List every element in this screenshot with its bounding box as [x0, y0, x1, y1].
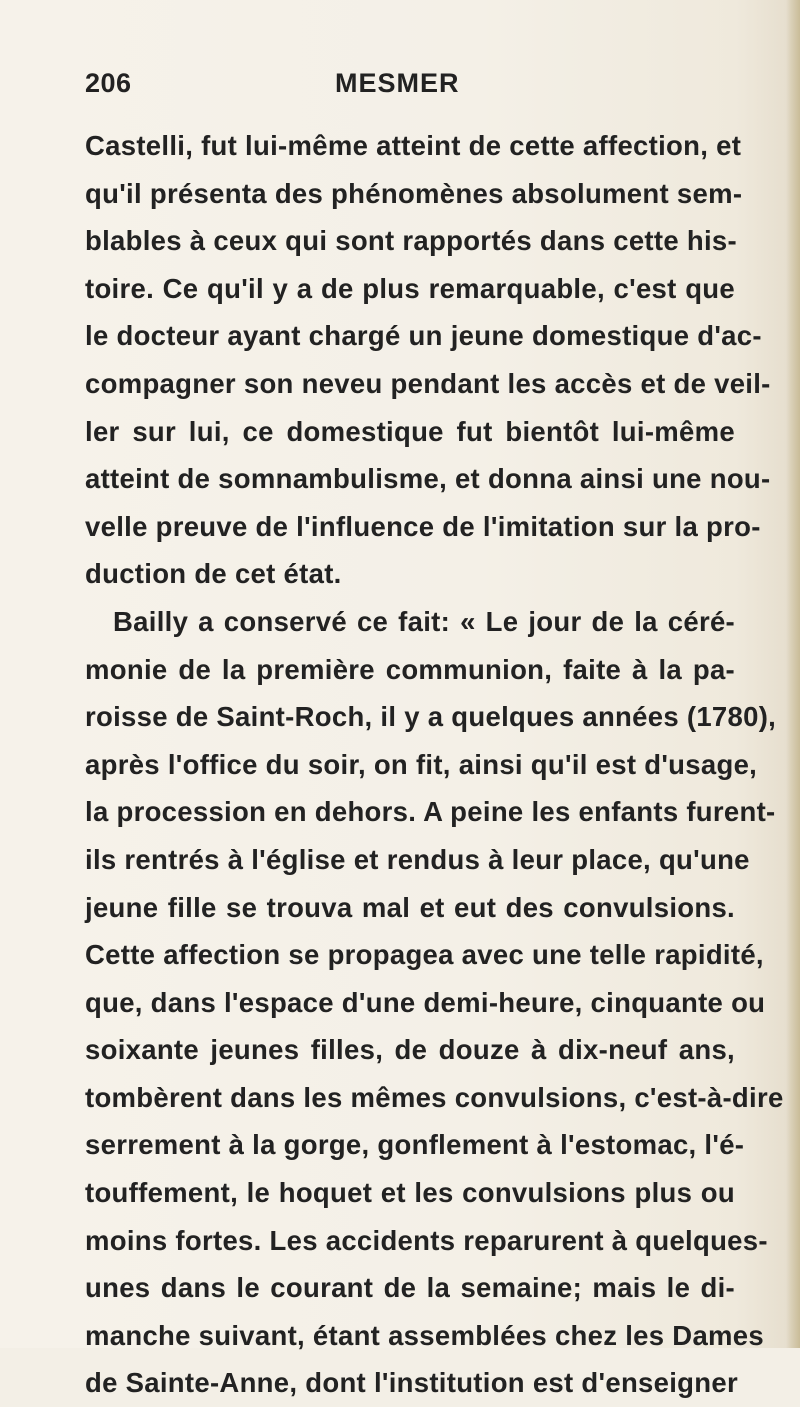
text-line: après l'office du soir, on fit, ainsi qu'il est d'usage, [85, 748, 758, 780]
page-edge-shadow [786, 0, 800, 1348]
text-line: jeune fille se trouva mal et eut des convulsions. [85, 891, 735, 923]
text-line: compagner son neveu pendant les accès et de veil- [85, 367, 771, 399]
text-line: ler sur lui, ce domestique fut bientôt lui-même [85, 415, 735, 447]
text-line: manche suivant, étant assemblées chez les Dames [85, 1319, 765, 1351]
text-line: velle preuve de l'influence de l'imitation sur la pro- [85, 510, 761, 542]
text-line: touffement, le hoquet et les convulsions plus ou [85, 1177, 735, 1209]
text-line: Bailly a conservé ce fait: « Le jour de la céré- [113, 605, 735, 637]
text-line: monie de la première communion, faite à la pa- [85, 653, 735, 685]
text-line: tombèrent dans les mêmes convulsions, c'est-à-dire [85, 1081, 784, 1113]
text-line: la procession en dehors. A peine les enfants furent- [85, 796, 776, 828]
text-line: le docteur ayant chargé un jeune domestique d'ac- [85, 320, 762, 352]
text-line: serrement à la gorge, gonflement à l'estomac, l'é- [85, 1129, 745, 1161]
text-line: moins fortes. Les accidents reparurent à quelques- [85, 1224, 768, 1256]
page-number: 206 [85, 68, 132, 98]
text-line: qu'il présenta des phénomènes absolument sem- [85, 177, 743, 209]
text-line: de Sainte-Anne, dont l'institution est d'enseigner [85, 1367, 738, 1399]
text-line: Cette affection se propagea avec une telle rapidité, [85, 939, 764, 971]
text-line: que, dans l'espace d'une demi-heure, cinquante ou [85, 986, 766, 1018]
text-line: roisse de Saint-Roch, il y a quelques années (1780), [85, 701, 777, 733]
text-line: duction de cet état. [85, 558, 342, 590]
text-line: blables à ceux qui sont rapportés dans cette his- [85, 225, 737, 257]
text-line: toire. Ce qu'il y a de plus remarquable, c'est que [85, 272, 735, 304]
text-line: Castelli, fut lui-même atteint de cette affection, et [85, 130, 742, 161]
text-line: soixante jeunes filles, de douze à dix-neuf ans, [85, 1034, 735, 1066]
text-line: ils rentrés à l'église et rendus à leur place, qu'une [85, 843, 750, 875]
page-header [85, 68, 735, 108]
body-text [85, 122, 784, 1407]
running-title: MESMER [335, 68, 460, 98]
text-line: unes dans le courant de la semaine; mais le di- [85, 1272, 735, 1304]
text-line: atteint de somnambulisme, et donna ainsi une nou- [85, 463, 771, 495]
